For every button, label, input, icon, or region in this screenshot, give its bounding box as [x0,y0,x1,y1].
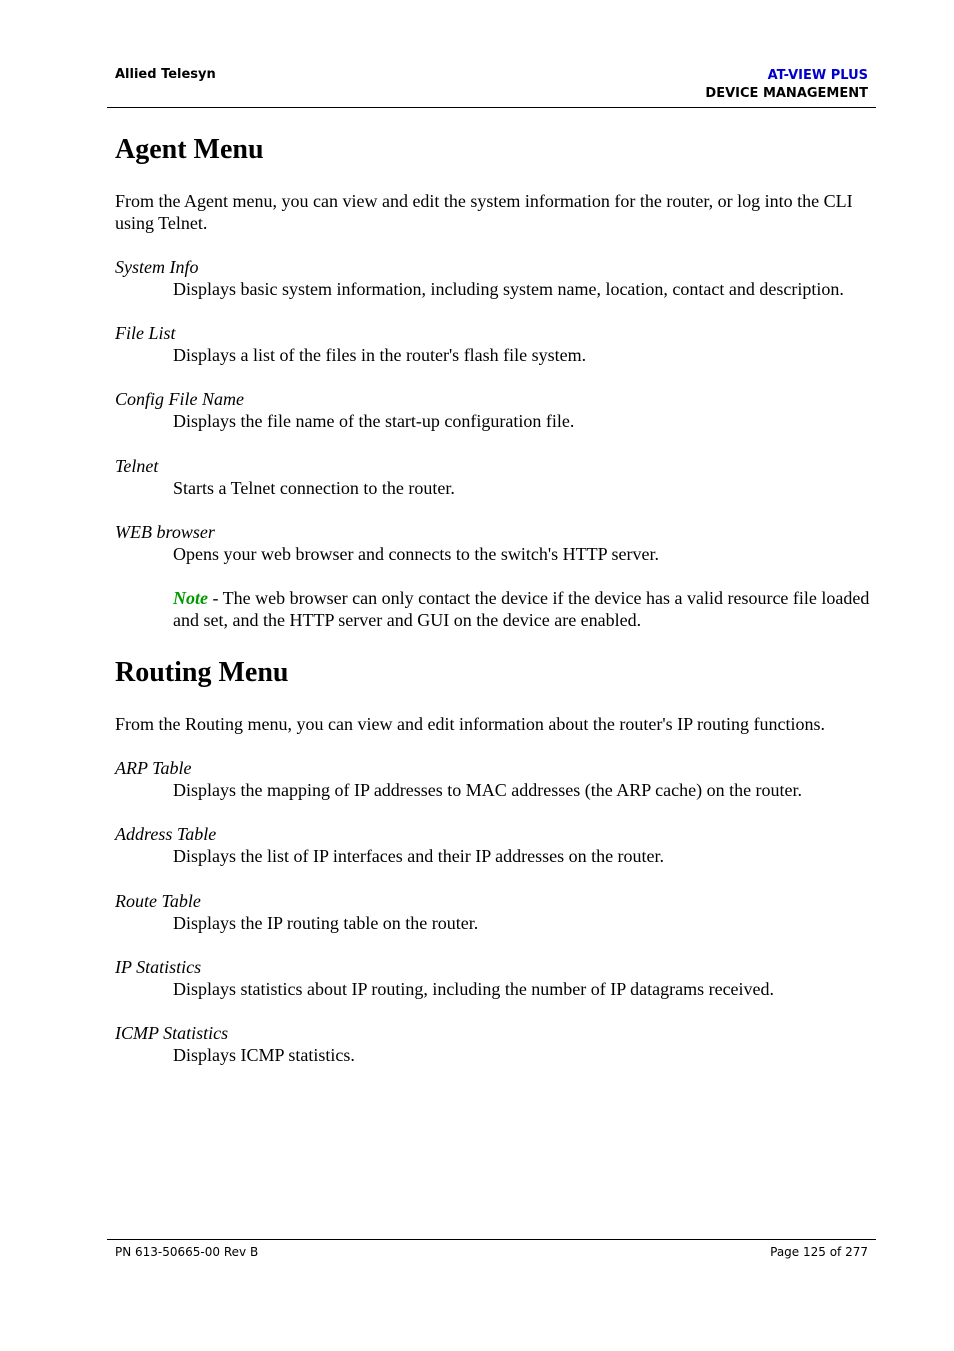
agent-intro: From the Agent menu, you can view and edit the system information for the router, or log into the CLI using Telnet. [115,191,853,233]
header-product: AT-VIEW PLUS [767,68,868,83]
routing-menu-heading: Routing Menu [115,657,289,688]
term-system-info: System Info [115,257,199,277]
term-address-table: Address Table [115,824,217,844]
page-content [115,130,875,1066]
footer-part-number: PN 613-50665-00 Rev B [115,1245,259,1259]
desc-web-browser: Opens your web browser and connects to the switch's HTTP server. [173,544,659,564]
term-file-list: File List [115,323,176,343]
term-config-file-name: Config File Name [115,389,244,409]
header-divider [107,107,876,108]
header-company: Allied Telesyn [115,67,216,82]
term-route-table: Route Table [115,891,201,911]
desc-route-table: Displays the IP routing table on the router. [173,913,479,933]
desc-ip-statistics: Displays statistics about IP routing, including the number of IP datagrams received. [173,979,775,999]
note-web-browser [173,587,875,631]
term-arp-table: ARP Table [115,758,192,778]
desc-telnet: Starts a Telnet connection to the router. [173,478,455,498]
term-icmp-statistics: ICMP Statistics [115,1023,229,1043]
term-telnet: Telnet [115,456,159,476]
header-section: DEVICE MANAGEMENT [705,86,868,101]
footer-page-number: Page 125 of 277 [770,1245,868,1259]
term-ip-statistics: IP Statistics [115,957,202,977]
routing-intro: From the Routing menu, you can view and edit information about the router's IP routing functions. [115,714,825,734]
desc-config-file-name: Displays the file name of the start-up configuration file. [173,411,575,431]
term-web-browser: WEB browser [115,522,215,542]
desc-system-info: Displays basic system information, including system name, location, contact and description. [173,279,844,299]
desc-file-list: Displays a list of the files in the router's flash file system. [173,345,587,365]
agent-menu-heading: Agent Menu [115,134,264,165]
desc-address-table: Displays the list of IP interfaces and their IP addresses on the router. [173,846,665,866]
note-label: Note [173,588,208,608]
desc-icmp-statistics: Displays ICMP statistics. [173,1045,355,1065]
footer-divider [107,1239,876,1240]
note-text: - The web browser can only contact the device if the device has a valid resource file loaded and set, and the HTTP server and GUI on the device are enabled. [173,588,870,630]
header-title-block [705,67,868,103]
desc-arp-table: Displays the mapping of IP addresses to MAC addresses (the ARP cache) on the router. [173,780,803,800]
